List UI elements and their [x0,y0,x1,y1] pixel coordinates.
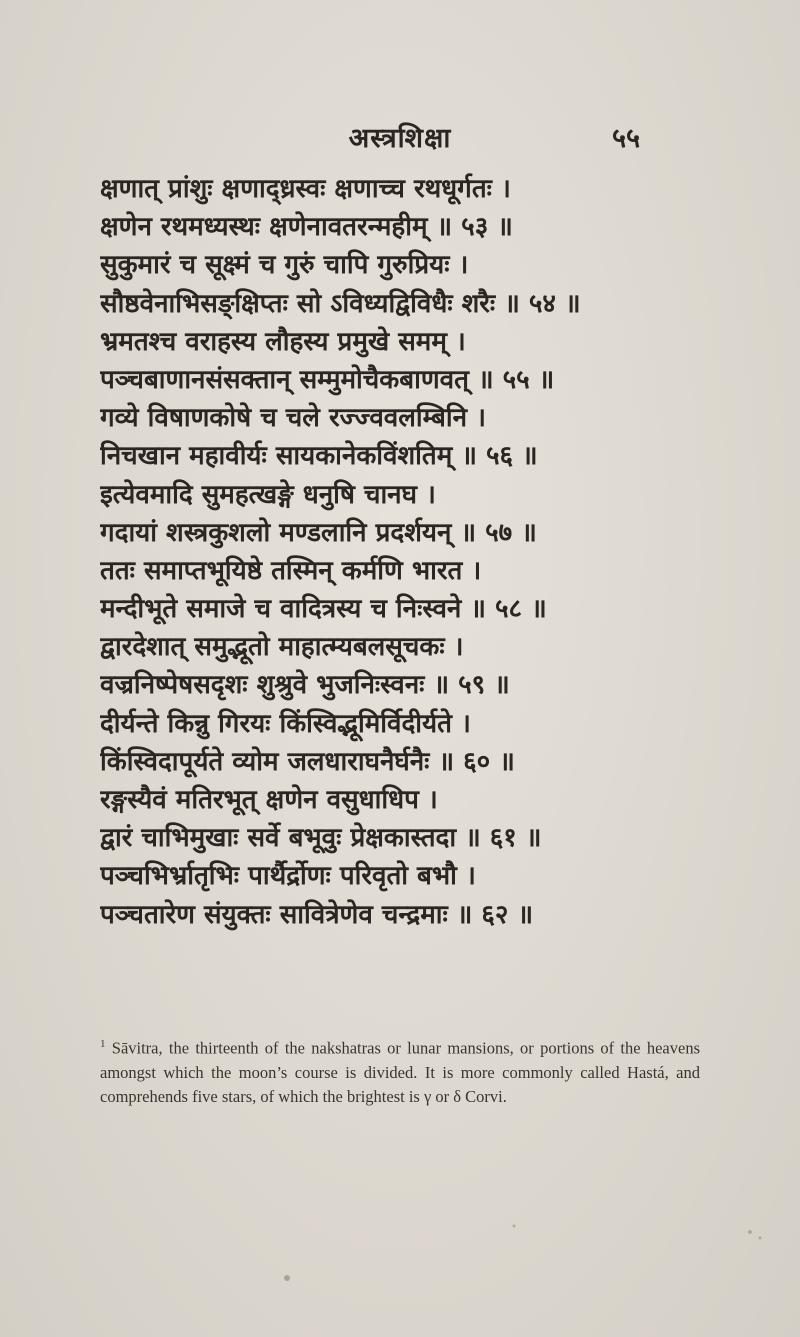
running-head: अस्त्रशिक्षा [348,123,452,154]
footnote-text: Sāvitra, the thirteenth of the nakshatras or lunar mansions, or portions of the heavens amongst which the moon’s course is divided. It is more commonly called Hastá, and comprehends five stars, of which the brightest is γ or δ Corvi. [100,1038,700,1106]
verse-line: सुकुमारं च सूक्ष्मं च गुरुं चापि गुरुप्रियः । [100,250,469,281]
verse-line: पञ्चबाणानसंसक्तान् सम्मुमोचैकबाणवत् ॥ ५५ ॥ [100,364,555,395]
page-number: ५५ [612,123,641,154]
verse-line: गव्ये विषाणकोषे च चले रज्ज्ववलम्बिनि । [100,403,486,434]
verse-line: किंस्विदापूर्यते व्योम जलधाराघनैर्घनैः ॥ ६० ॥ [100,746,515,777]
verse-line: पञ्चतारेण संयुक्तः सावित्रेणेव चन्द्रमाः ॥ ६२ ॥ [100,899,534,930]
verse-line: दीर्यन्ते किन्नु गिरयः किंस्विद्भूमिर्विदीर्यते । [100,708,471,739]
verse-line: द्वारदेशात् समुद्भूतो माहात्म्यबलसूचकः । [100,632,464,663]
verse-line: इत्येवमादि सुमहत्खङ्गे धनुषि चानघ । [100,479,436,510]
footnote-marker: 1 [100,1038,106,1050]
verse-line: गदायां शस्त्रकुशलो मण्डलानि प्रदर्शयन् ॥ ५७ ॥ [100,517,537,548]
verse-line: द्वारं चाभिमुखाः सर्वे बभूवुः प्रेक्षकास्तदा ॥ ६१ ॥ [100,823,542,854]
verse-line: निचखान महावीर्यः सायकानेकविंशतिम् ॥ ५६ ॥ [100,441,538,472]
verse-line: रङ्गस्यैवं मतिरभूत् क्षणेन वसुधाधिप । [100,785,438,815]
verse-line: भ्रमतश्च वराहस्य लौहस्य प्रमुखे समम् । [100,326,466,357]
verse-line: ततः समाप्तभूयिष्ठे तस्मिन् कर्मणि भारत । [100,555,482,586]
verse-line: मन्दीभूते समाजे च वादित्रस्य च निःस्वने ॥ ५८ ॥ [100,594,547,625]
verse-line: वज्रनिष्पेषसदृशः शुश्रुवे भुजनिःस्वनः ॥ ५९ ॥ [100,670,510,701]
verse-line: क्षणेन रथमध्यस्थः क्षणेनावतरन्महीम् ॥ ५३ ॥ [100,212,513,243]
verse-line: सौष्ठवेनाभिसङ्क्षिप्तः सो ऽविध्यद्विविधैः शरैः ॥ ५४ ॥ [100,288,581,319]
verse-line: क्षणात् प्रांशुः क्षणाद्ध्रस्वः क्षणाच्च रथधूर्गतः । [100,174,511,204]
verse-line: पञ्चभिर्भ्रातृभिः पार्थैर्द्रोणः परिवृतो बभौ । [100,861,476,892]
